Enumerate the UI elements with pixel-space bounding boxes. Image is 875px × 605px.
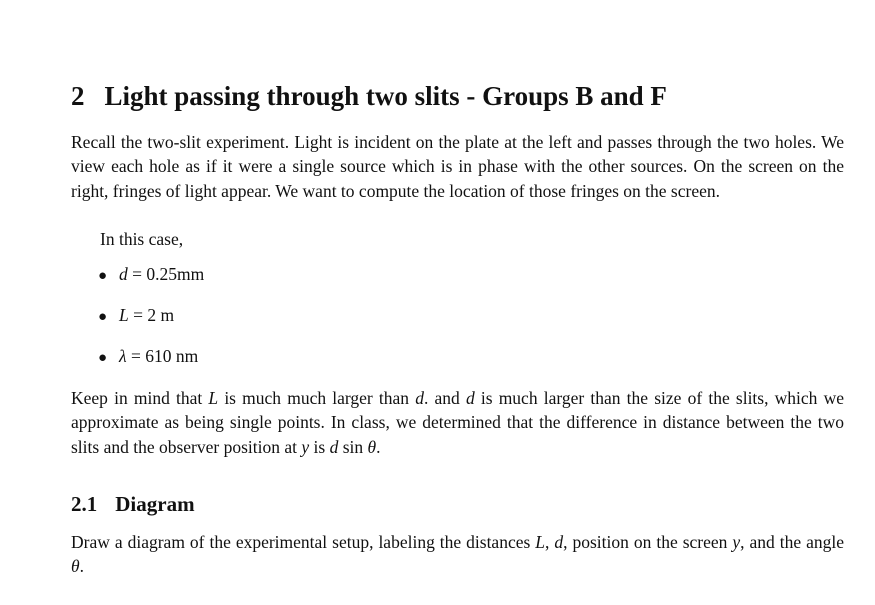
param-value: 610 nm (145, 346, 199, 366)
param-symbol: L (119, 305, 129, 325)
diagram-paragraph (71, 530, 844, 579)
list-item (98, 262, 204, 303)
param-equals: = (126, 346, 146, 366)
text-run: . and (423, 388, 466, 408)
param-symbol: λ (119, 346, 127, 366)
text-run: , (545, 532, 555, 552)
list-item (98, 344, 204, 385)
math-symbol: θ (71, 556, 80, 577)
param-value: 0.25mm (146, 264, 205, 284)
math-symbol: θ (367, 436, 377, 457)
note-paragraph (71, 386, 844, 459)
text-run: is much much larger than (218, 388, 416, 408)
section-number: 2 (71, 81, 85, 111)
bullet-icon: ● (98, 309, 108, 325)
math-symbol: y (301, 436, 310, 457)
subsection-title: Diagram (115, 492, 195, 516)
parameter-list (98, 262, 204, 385)
text-run: , and the angle (740, 532, 844, 552)
text-run: sin (338, 436, 368, 457)
param-equals: = (127, 264, 147, 284)
subsection-number: 2.1 (71, 492, 98, 516)
text-run: is much larger than the size of the slits, which we approximate as being single points. In class, we determined that the difference in distance between the two slits and the observer position at (71, 388, 844, 457)
math-symbol: L (208, 388, 219, 408)
math-symbol: d (465, 388, 475, 408)
text-run: Keep in mind that (71, 388, 209, 408)
subsection-heading (71, 490, 195, 518)
text-run: . (79, 556, 84, 577)
param-value: 2 m (147, 305, 175, 325)
math-symbol: d (415, 388, 424, 408)
case-intro: In this case, (100, 229, 184, 249)
intro-paragraph: Recall the two-slit experiment. Light is incident on the plate at the left and passes through the two holes. We view each hole as if it were a single source which is in phase with the other sources. On the screen on the right, fringes of light appear. We want to compute the location of those fringes on the screen. (71, 132, 844, 201)
list-item (98, 303, 204, 344)
text-run: is (309, 436, 330, 457)
math-symbol: d (329, 436, 339, 457)
text-run: , position on the screen (563, 532, 733, 552)
math-symbol: L (535, 532, 546, 552)
section-heading (71, 79, 667, 113)
math-symbol: y (732, 532, 741, 552)
section-title: Light passing through two slits - Groups B and F (104, 81, 667, 111)
bullet-icon: ● (98, 268, 108, 284)
param-symbol: d (119, 264, 128, 284)
bullet-icon: ● (98, 350, 108, 366)
text-run: . (376, 436, 381, 457)
math-symbol: d (554, 532, 564, 552)
text-run: Draw a diagram of the experimental setup, labeling the distances (71, 532, 536, 552)
param-equals: = (128, 305, 148, 325)
